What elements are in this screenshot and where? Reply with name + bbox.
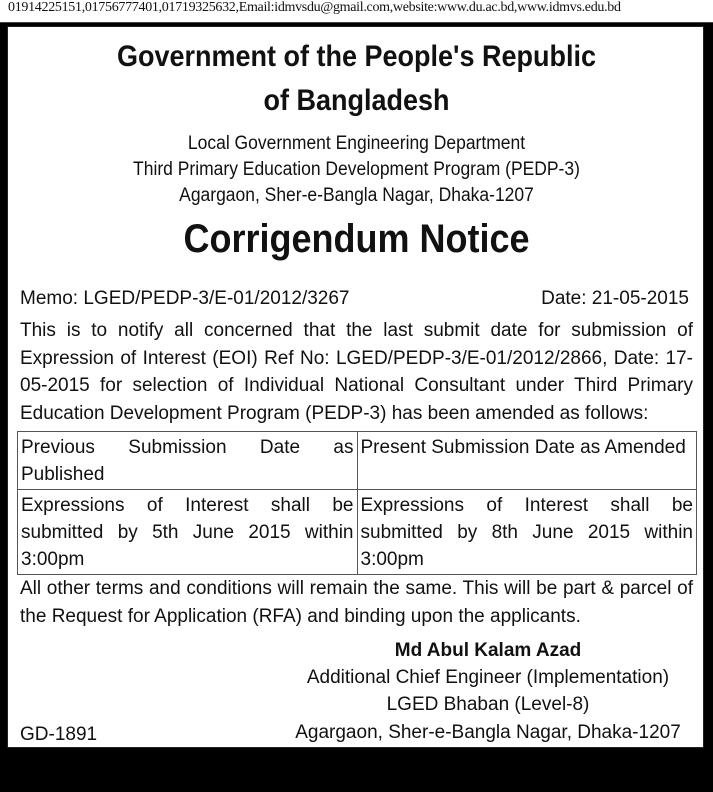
table-row: [18, 490, 697, 575]
table-header-row: [18, 432, 697, 490]
submission-date-table: [17, 431, 697, 575]
memo-number: Memo: LGED/PEDP-3/E-01/2012/3267: [20, 288, 350, 309]
notice-title: Corrigendum Notice: [183, 217, 530, 261]
table-cell-previous: Expressions of Interest shall be submitted by 5th June 2015 within 3:00pm: [18, 490, 358, 575]
signatory-office: LGED Bhaban (Level-8): [386, 694, 590, 715]
gd-number: GD-1891: [20, 724, 98, 745]
signatory-designation: Additional Chief Engineer (Implementation): [306, 667, 670, 688]
header-address: Agargaon, Sher-e-Bangla Nagar, Dhaka-1207: [179, 185, 534, 206]
header-department: Local Government Engineering Department: [187, 133, 526, 154]
contact-text: 01914225151,01756777401,01719325632,Email:idmvsdu@gmail.com,website:www.du.ac.bd,www.idmvs.edu.bd: [8, 0, 621, 15]
table-header-previous: Previous Submission Date as Published: [18, 432, 358, 490]
signatory-name: Md Abul Kalam Azad: [394, 640, 582, 661]
contact-strip: [0, 0, 713, 23]
closing-paragraph: All other terms and conditions will remain the same. This will be part & parcel of the Request for Application (RFA) and binding upon the applicants.: [20, 578, 693, 627]
header-program: Third Primary Education Development Program (PEDP-3): [133, 159, 580, 180]
table-header-present: Present Submission Date as Amended: [357, 432, 697, 490]
signatory-address: Agargaon, Sher-e-Bangla Nagar, Dhaka-1207: [295, 722, 681, 743]
notice-date: Date: 21-05-2015: [541, 288, 689, 309]
header-government-line2: of Bangladesh: [263, 84, 450, 117]
header-government-line1: Government of the People's Republic: [116, 40, 596, 73]
notice-panel: [7, 26, 704, 748]
body-paragraph: This is to notify all concerned that the last submit date for submission of Expression of Interest (EOI) Ref No: LGED/PEDP-3/E-01/2012/2866, Date: 17-05-2015 for selection of Individual National Consultant under Third Primary Education Development Program (PEDP-3) has been amended as follows:: [20, 320, 693, 424]
table-cell-present: Expressions of Interest shall be submitted by 8th June 2015 within 3:00pm: [357, 490, 697, 575]
